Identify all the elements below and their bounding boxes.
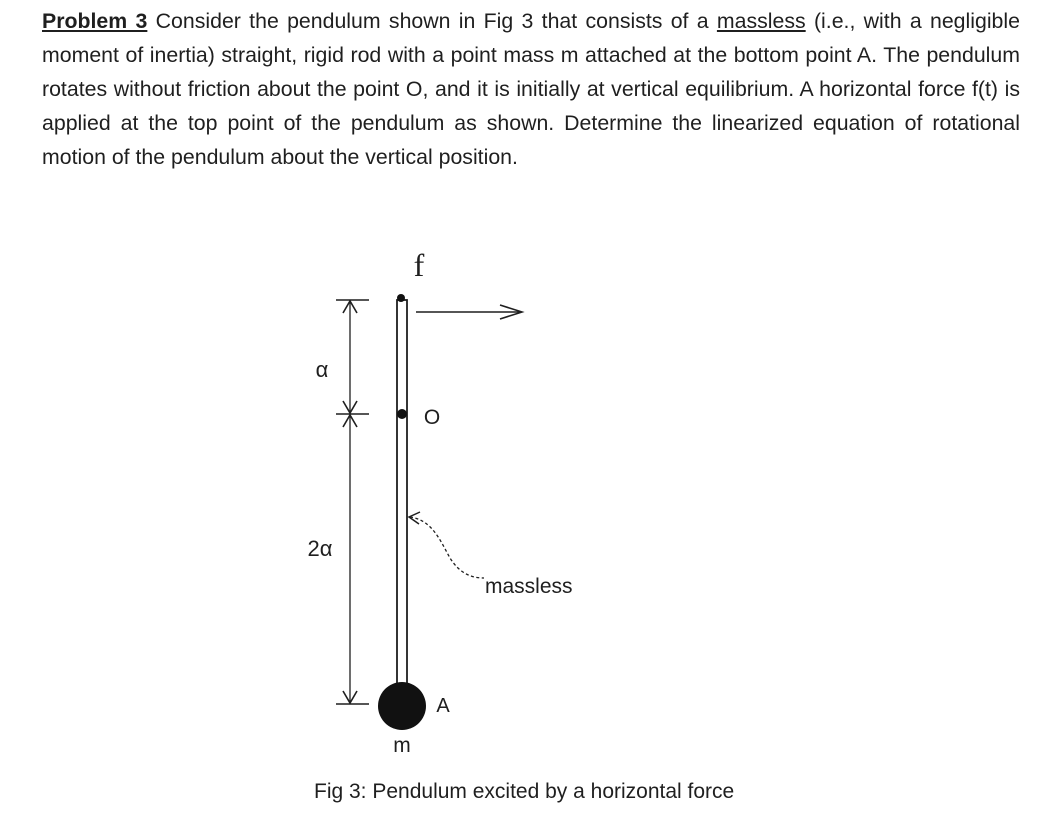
dim-lower-label: 2α — [307, 536, 333, 561]
massless-term: massless — [716, 9, 806, 33]
force-label: f — [413, 247, 425, 283]
pivot-point — [397, 409, 407, 419]
problem-text-2: (i.e., with a negligible moment of inertia) straight, rigid rod with a point mass m attached at the bottom point A. The pendulum rotates without friction about the point O, and it is initially at vertical equilibrium. A horizontal force f(t) is applied at the top point of the pendulum as shown. Determine the linearized equation of rotational motion of the pendulum about the vertical position. — [42, 9, 1020, 169]
pendulum-rod — [397, 300, 407, 698]
figure-caption: Fig 3: Pendulum excited by a horizontal force — [314, 780, 735, 803]
dim-upper-label: α — [315, 357, 329, 382]
massless-pointer-arrowhead — [409, 512, 420, 524]
massless-label: massless — [485, 575, 573, 598]
mass-label: m — [393, 734, 411, 757]
problem-label: Problem 3 — [42, 9, 148, 33]
massless-pointer — [410, 517, 484, 578]
rod-top-point — [397, 294, 405, 302]
point-a-label: A — [436, 695, 450, 717]
pivot-label: O — [423, 406, 441, 429]
point-mass — [378, 682, 426, 730]
problem-text-1: Consider the pendulum shown in Fig 3 that consists of a — [147, 9, 717, 33]
